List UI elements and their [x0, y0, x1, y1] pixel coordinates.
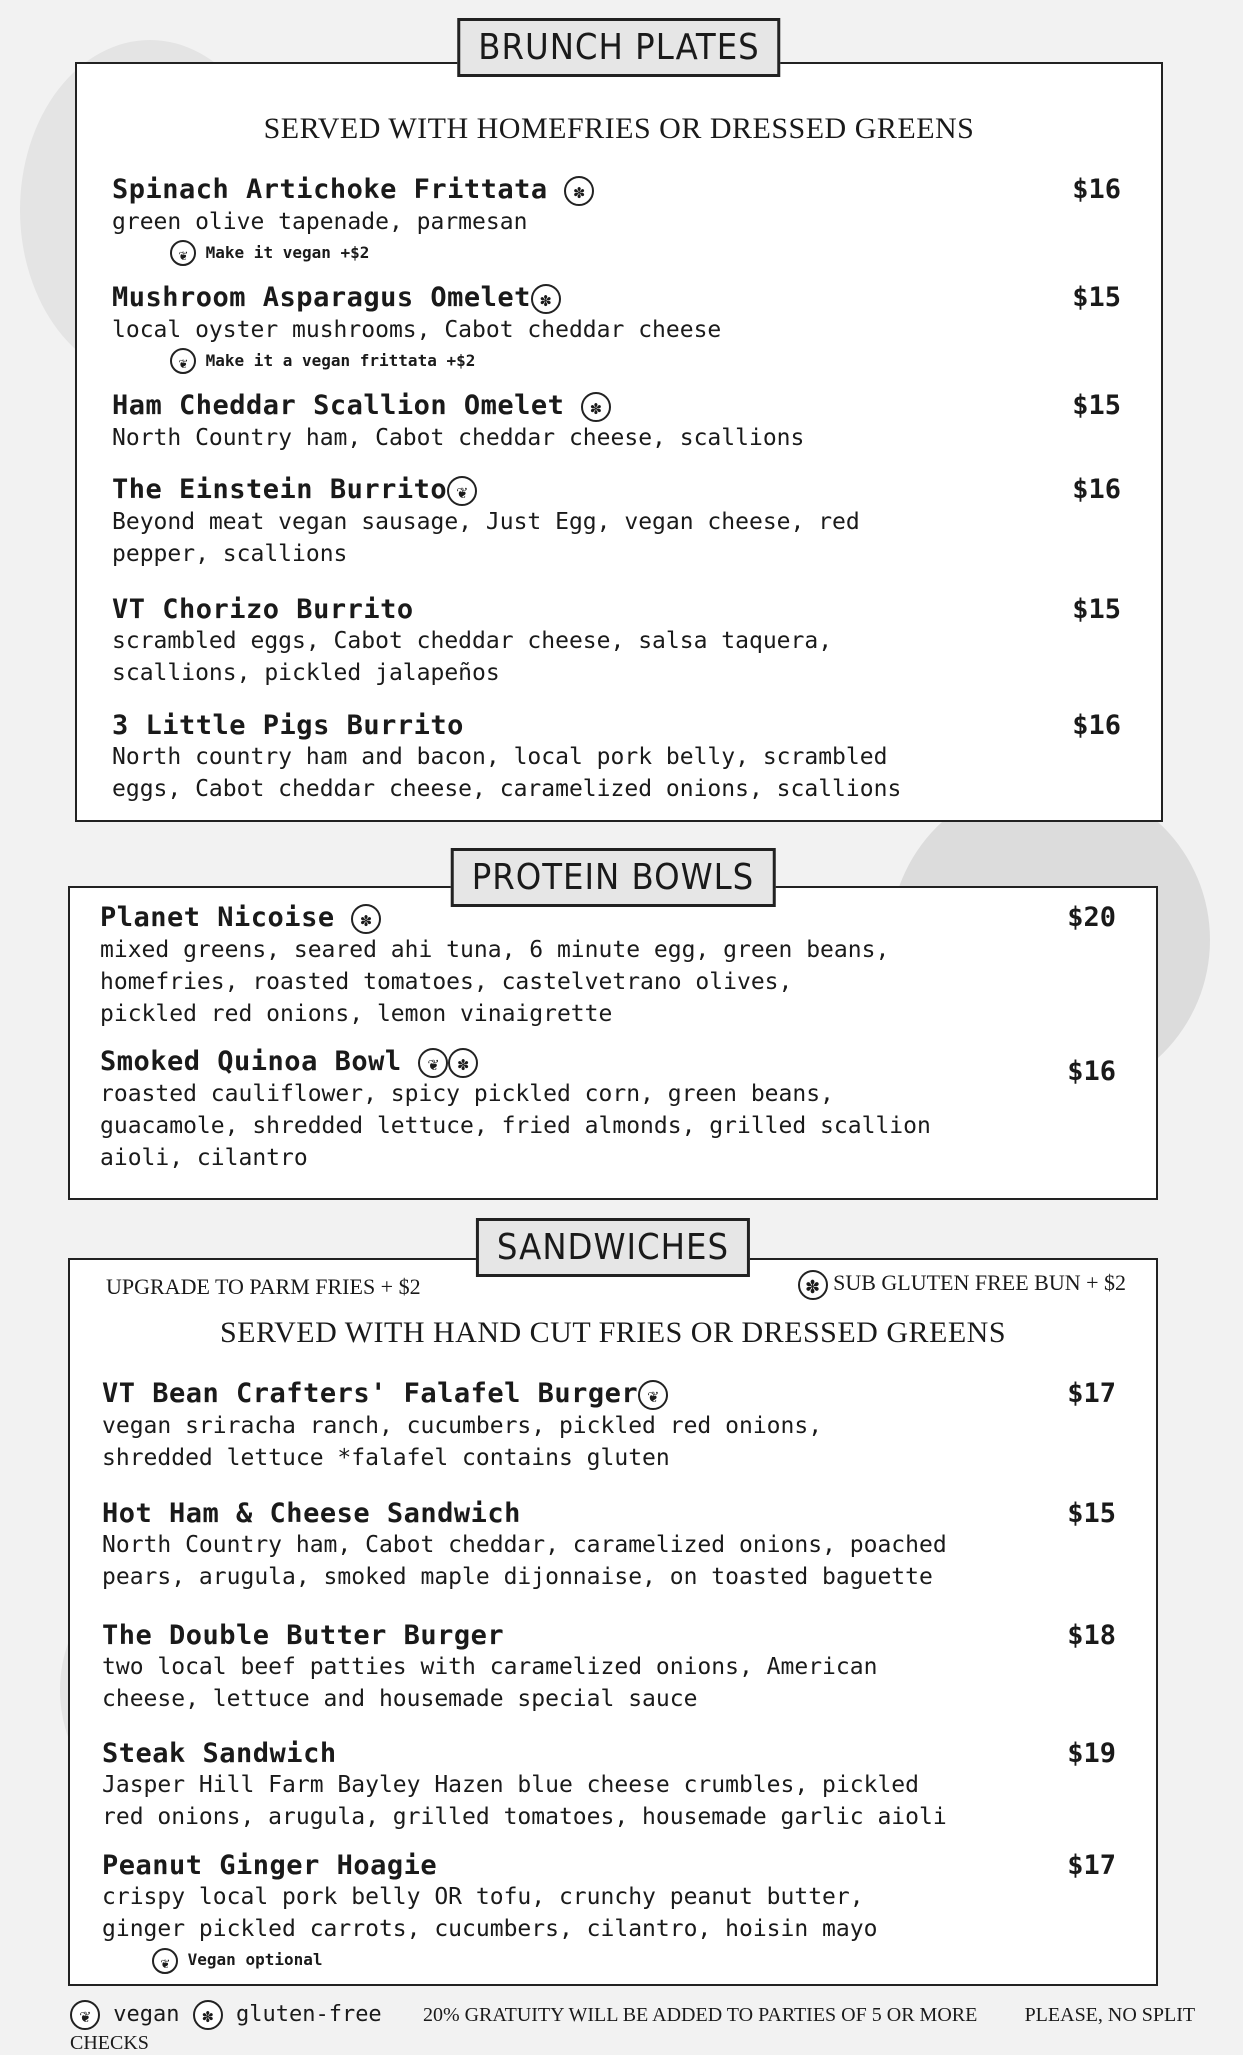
vegan-legend: vegan	[113, 2002, 180, 2027]
item-price: $16	[1072, 474, 1121, 505]
item-description: North Country ham, Cabot cheddar, caramelized onions, poached pears, arugula, smoked maple dijonnaise, on toasted baguette	[102, 1532, 947, 1590]
section-subtitle: SERVED WITH HAND CUT FRIES OR DRESSED GREENS	[219, 1316, 1007, 1349]
item-description: mixed greens, seared ahi tuna, 6 minute egg, green beans, homefries, roasted tomatoes, castelvetrano olives, pickled red onions, lemon vinaigrette	[100, 936, 890, 1027]
item-name: Peanut Ginger Hoagie	[102, 1850, 438, 1881]
item-price: $16	[1067, 1056, 1116, 1087]
sandwiches-section	[68, 1227, 1158, 1986]
wheat-icon: ✽	[448, 1048, 478, 1078]
item-name: Ham Cheddar Scallion Omelet	[112, 390, 565, 421]
menu-item	[102, 1378, 1116, 1474]
item-description: crispy local pork belly OR tofu, crunchy peanut butter, ginger pickled carrots, cucumbers, cilantro, hoisin mayo	[102, 1884, 878, 1942]
item-price: $17	[1067, 1850, 1116, 1881]
wheat-icon: ✽	[564, 176, 594, 206]
menu-item	[100, 1046, 1116, 1174]
item-description: North Country ham, Cabot cheddar cheese, scallions	[112, 424, 805, 451]
gluten-free-legend: gluten-free	[235, 2002, 382, 2027]
item-description: vegan sriracha ranch, cucumbers, pickled red onions, shredded lettuce *falafel contains gluten	[102, 1412, 823, 1471]
menu-item	[102, 1620, 1116, 1715]
item-note: ❦ Make it a vegan frittata +$2	[170, 346, 1121, 376]
item-name: Hot Ham & Cheese Sandwich	[102, 1498, 521, 1529]
item-price: $17	[1067, 1378, 1116, 1409]
gluten-free-bun-note: ✽ SUB GLUTEN FREE BUN + $2	[798, 1270, 1126, 1300]
item-description: Jasper Hill Farm Bayley Hazen blue cheese crumbles, pickled red onions, arugula, grilled tomatoes, housemade garlic aioli	[102, 1772, 947, 1830]
section-subtitle: SERVED WITH HOMEFRIES OR DRESSED GREENS	[263, 112, 975, 145]
item-note: ❦ Make it vegan +$2	[170, 238, 1121, 268]
item-name: Mushroom Asparagus Omelet	[112, 282, 531, 313]
item-name: Smoked Quinoa Bowl	[100, 1046, 402, 1077]
item-price: $16	[1072, 710, 1121, 741]
wheat-icon: ✽	[581, 392, 611, 422]
item-price: $15	[1072, 594, 1121, 625]
item-name: The Einstein Burrito	[112, 474, 448, 505]
item-description: green olive tapenade, parmesan	[112, 208, 528, 235]
gratuity-note: 20% GRATUITY WILL BE ADDED TO PARTIES OF 5 OR MORE	[422, 2004, 978, 2026]
menu-item	[112, 282, 1121, 376]
menu-item	[112, 174, 1121, 268]
wheat-icon: ✽	[351, 904, 381, 934]
item-price: $15	[1072, 282, 1121, 313]
menu-item	[100, 902, 1116, 1030]
menu-item	[112, 390, 1121, 454]
brunch-section	[75, 27, 1163, 822]
wheat-icon: ✽	[531, 284, 561, 314]
item-name: VT Bean Crafters' Falafel Burger	[102, 1378, 639, 1409]
menu-item	[112, 710, 1121, 805]
item-name: VT Chorizo Burrito	[112, 594, 414, 625]
section-title: SANDWICHES	[476, 1218, 750, 1277]
item-price: $19	[1067, 1738, 1116, 1769]
leaf-icon: ❦	[152, 1948, 178, 1974]
item-description: roasted cauliflower, spicy pickled corn, green beans, guacamole, shredded lettuce, fried almonds, grilled scallion aioli, cilantro	[100, 1080, 931, 1171]
leaf-icon: ❦	[447, 476, 477, 506]
item-name: Steak Sandwich	[102, 1738, 337, 1769]
leaf-icon: ❦	[638, 1380, 668, 1410]
menu-item	[112, 594, 1121, 689]
section-title: PROTEIN BOWLS	[451, 848, 776, 907]
footer	[70, 2000, 1223, 2054]
bowls-section	[68, 857, 1158, 1200]
leaf-icon: ❦	[70, 2000, 100, 2030]
item-description: Beyond meat vegan sausage, Just Egg, vegan cheese, red pepper, scallions	[112, 508, 860, 567]
wheat-icon: ✽	[193, 2000, 223, 2030]
leaf-icon: ❦	[170, 240, 196, 266]
menu-item	[102, 1850, 1116, 1975]
item-name: The Double Butter Burger	[102, 1620, 505, 1651]
item-description: local oyster mushrooms, Cabot cheddar cheese	[112, 316, 722, 343]
section-title: BRUNCH PLATES	[457, 18, 780, 77]
leaf-icon: ❦	[418, 1048, 448, 1078]
item-name: 3 Little Pigs Burrito	[112, 710, 464, 741]
menu-item	[102, 1498, 1116, 1593]
item-price: $20	[1067, 902, 1116, 933]
item-price: $15	[1072, 390, 1121, 421]
split-check-note: PLEASE, NO SPLIT CHECKS	[70, 2004, 1195, 2054]
item-description: North country ham and bacon, local pork belly, scrambled eggs, Cabot cheddar cheese, caramelized onions, scallions	[112, 744, 902, 802]
item-name: Spinach Artichoke Frittata	[112, 174, 548, 205]
item-price: $18	[1067, 1620, 1116, 1651]
item-description: two local beef patties with caramelized onions, American cheese, lettuce and housemade special sauce	[102, 1654, 878, 1712]
menu-item	[102, 1738, 1116, 1833]
item-description: scrambled eggs, Cabot cheddar cheese, salsa taquera, scallions, pickled jalapeños	[112, 628, 833, 686]
item-price: $16	[1072, 174, 1121, 205]
item-price: $15	[1067, 1498, 1116, 1529]
item-note: ❦ Vegan optional	[152, 1945, 1116, 1975]
upgrade-note: UPGRADE TO PARM FRIES + $2	[106, 1274, 421, 1299]
item-name: Planet Nicoise	[100, 902, 335, 933]
menu-item	[112, 474, 1121, 570]
wheat-icon: ✽	[798, 1270, 828, 1300]
leaf-icon: ❦	[170, 348, 196, 374]
